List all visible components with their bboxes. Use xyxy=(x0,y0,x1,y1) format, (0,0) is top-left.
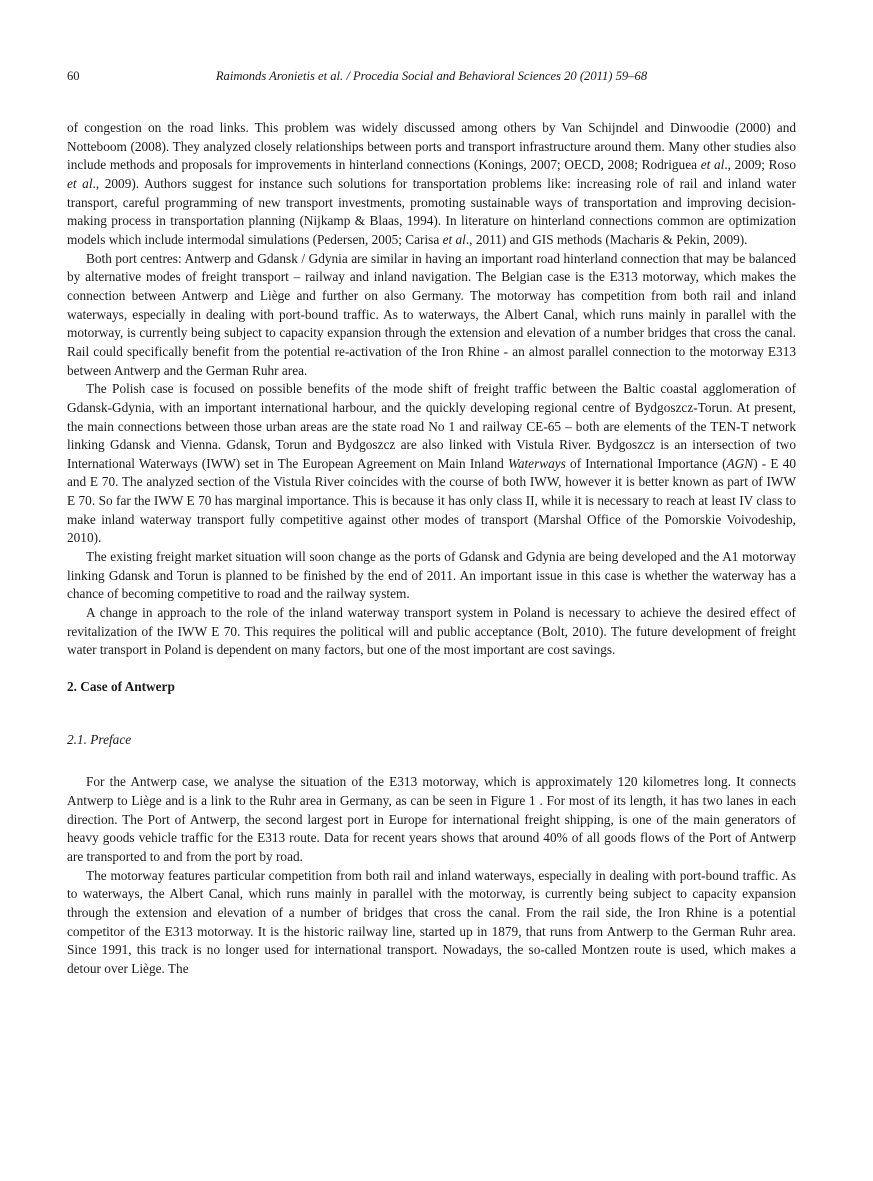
text-run: ., 2009). Authors suggest for instance such solutions for transportation problems like: increasing role of rail and inland water transport, careful programming of new transport investments, promoting sustainable ways of transportation and improving decision-making process in transportation planning (Nijkamp & Blaas, 1994). In literature on hinterland connections common are optimization models which include intermodal simulations (Pedersen, 2005; Carisa xyxy=(67,175,797,247)
paragraph-1 xyxy=(67,119,796,250)
italic-run: et al xyxy=(442,231,466,247)
page-number: 60 xyxy=(67,69,80,83)
italic-run: et al xyxy=(67,175,93,191)
paragraph-5: A change in approach to the role of the inland waterway transport system in Poland is necessary to achieve the desired effect of revitalization of the IWW E 70. This requires the political will and public acceptance (Bolt, 2010). The future development of freight water transport in Poland is dependent on many factors, but one of the most important are cost savings. xyxy=(67,605,796,658)
text-run: of congestion on the road links. This problem was widely discussed among others by Van Schijndel and Dinwoodie (2000) and Notteboom (2008). They analyzed closely relationships between ports and transport infrastructure around them. Many other studies also include methods and proposals for improvements in hinterland connections (Konings, 2007; OECD, 2008; Rodriguea xyxy=(67,120,796,173)
italic-run: et al xyxy=(700,157,725,173)
section-heading: 2. Case of Antwerp xyxy=(67,679,175,695)
paragraph-6: For the Antwerp case, we analyse the situation of the E313 motorway, which is approximately 120 kilometres long. It connects Antwerp to Liège and is a link to the Ruhr area in Germany, as can be seen in Figure 1 . For most of its length, it has two lanes in each direction. The Port of Antwerp, the second largest port in Europe for international freight shipping, is one of the main generators of heavy goods vehicle traffic for the E313 route. Data for recent years shows that around 40% of all goods flows of the Port of Antwerp are transported to and from the port by road. xyxy=(67,774,796,864)
running-title: Raimonds Aronietis et al. / Procedia Social and Behavioral Sciences 20 (2011) 59–68 xyxy=(215,69,648,83)
paragraph-3 xyxy=(67,380,796,548)
text-run: ., 2011) and GIS methods (Macharis & Pekin, 2009). xyxy=(465,231,748,247)
subsection-heading: 2.1. Preface xyxy=(67,731,132,747)
text-run: of International Importance ( xyxy=(565,455,727,471)
page-header xyxy=(67,69,796,89)
text-run: ., 2009; Roso xyxy=(724,157,797,173)
article-body xyxy=(67,119,796,979)
italic-run: Waterways xyxy=(507,455,566,471)
paragraph-2: Both port centres: Antwerp and Gdansk / Gdynia are similar in having an important road hinterland connection that may be balanced by alternative modes of freight transport – railway and inland navigation. The Belgian case is the E313 motorway, which makes the connection between Antwerp and Liège and further on also Germany. The motorway has competition from both rail and inland waterways, especially in dealing with port-bound traffic. As to waterways, the Albert Canal, which runs mainly in parallel with the motorway, is currently being subject to capacity expansion through the extension and elevation of a number bridges that cross the canal. Rail could specifically benefit from the potential re-activation of the Iron Rhine - an almost parallel connection to the motorway E313 between Antwerp and the German Ruhr area. xyxy=(67,250,796,378)
paragraph-7: The motorway features particular competition from both rail and inland waterways, especially in dealing with port-bound traffic. As to waterways, the Albert Canal, which runs mainly in parallel with the motorway, is currently being subject to capacity expansion through the extension and elevation of a number of bridges that cross the canal. From the rail side, the Iron Rhine is a potential competitor of the E313 motorway. It is the historic railway line, started up in 1879, that runs from Antwerp to the German Ruhr area. Since 1991, this track is no longer used for international transport. Nowadays, the so-called Montzen route is used, which makes a detour over Liège. The xyxy=(67,867,796,976)
paragraph-4: The existing freight market situation will soon change as the ports of Gdansk and Gdynia are being developed and the A1 motorway linking Gdansk and Torun is planned to be finished by the end of 2011. An important issue in this case is whether the waterway has a chance of becoming competitive to road and the railway system. xyxy=(67,549,796,602)
text-run: The Polish case is focused on possible benefits of the mode shift of freight traffic between the Baltic coastal agglomeration of Gdansk-Gdynia, with an important international harbour, and the quickly developing regional centre of Bydgoszcz-Torun. At present, the main connections between those urban areas are the state road No 1 and railway CE-65 – both are elements of the TEN-T network linking Gdansk and Vienna. Gdansk, Torun and Bydgoszcz are also linked with Vistula River. Bydgoszcz is an intersection of two International Waterways (IWW) set in The European Agreement on Main Inland xyxy=(67,381,796,471)
italic-run: AGN xyxy=(726,455,754,471)
text-run: ) - E 40 and E 70. The analyzed section of the Vistula River coincides with the course of both IWW, however it is better known as part of IWW E 70. So far the IWW E 70 has marginal importance. This is because it has only class II, while it is necessary to reach at least IV class to make inland waterway transport fully competitive against other modes of transport (Marshal Office of the Pomorskie Voivodeship, 2010). xyxy=(67,455,797,546)
